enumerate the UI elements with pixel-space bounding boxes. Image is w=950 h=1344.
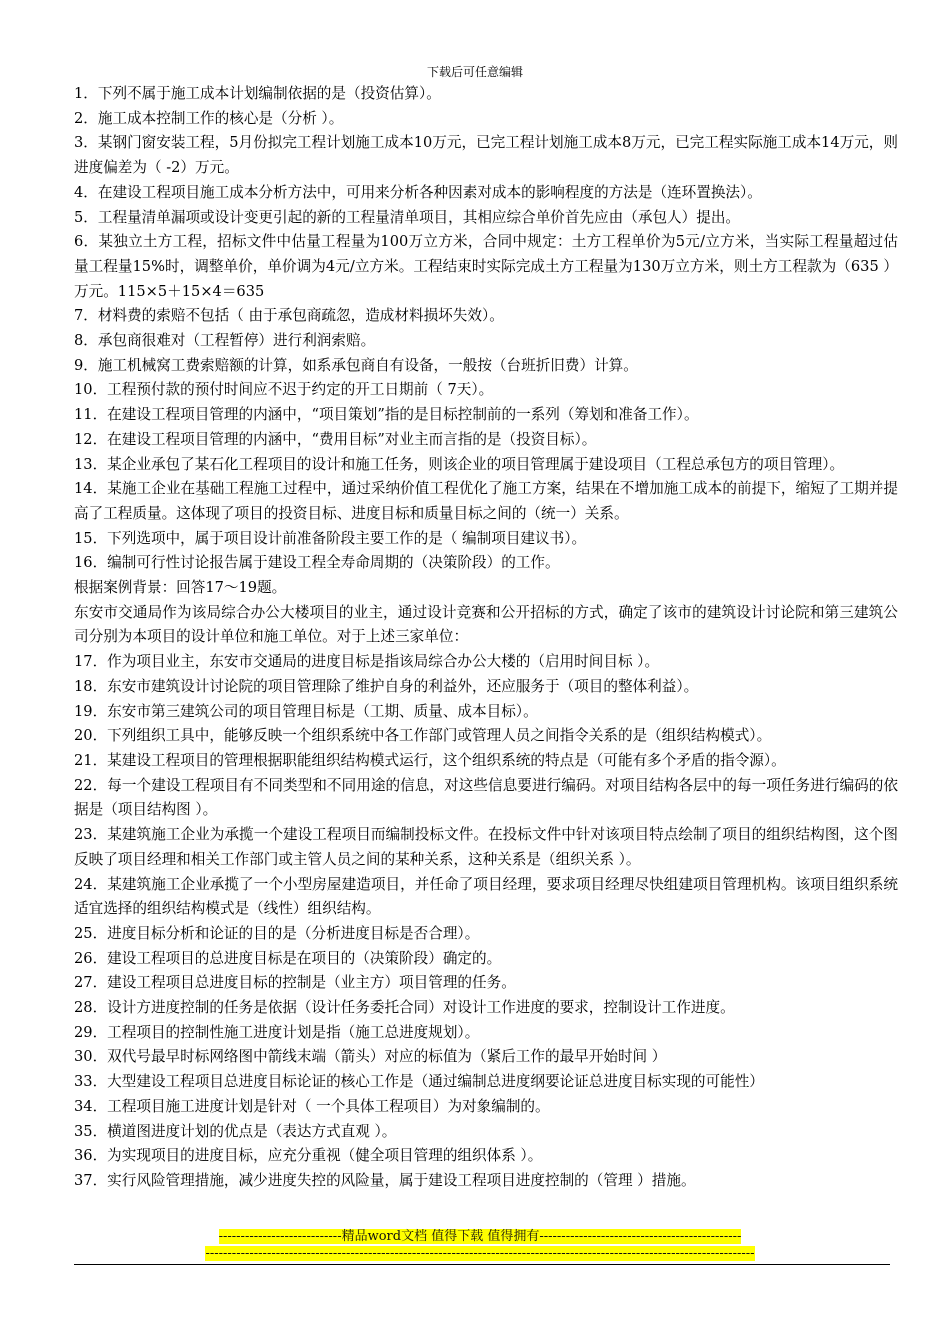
paragraph-14: 14．某施工企业在基础工程施工过程中，通过采纳价值工程优化了施工方案，结果在不增加施工成本的前提下，缩短了工期并提高了工程质量。这体现了项目的投资目标、进度目标和质量目标之间的（统一）关系。 <box>74 480 898 522</box>
paragraph-10: 10．工程预付款的预付时间应不迟于约定的开工日期前（ 7天）。 <box>74 381 494 399</box>
paragraph-16: 16．编制可行性讨论报告属于建设工程全寿命周期的（决策阶段）的工作。 <box>74 554 560 572</box>
paragraph-29: 29．工程项目的控制性施工进度计划是指（施工总进度规划）。 <box>74 1023 480 1041</box>
paragraph-5: 5．工程量清单漏项或设计变更引起的新的工程量清单项目，其相应综合单价首先应由（承包人）提出。 <box>74 208 741 226</box>
document-body <box>74 82 898 1194</box>
paragraph-18: 18．东安市建筑设计讨论院的项目管理除了维护自身的利益外，还应服务于（项目的整体利益）。 <box>74 677 699 695</box>
paragraph-15: 15．下列选项中，属于项目设计前准备阶段主要工作的是（ 编制项目建议书）。 <box>74 529 587 547</box>
case-intro: 根据案例背景：回答17～19题。 <box>74 579 287 597</box>
paragraph-37: 37．实行风险管理措施，减少进度失控的风险量，属于建设工程项目进度控制的（管理 ）措施。 <box>74 1171 696 1189</box>
paragraph-13: 13．某企业承包了某石化工程项目的设计和施工任务，则该企业的项目管理属于建设项目（工程总承包方的项目管理）。 <box>74 455 845 473</box>
case-background: 东安市交通局作为该局综合办公大楼项目的业主，通过设计竞赛和公开招标的方式，确定了该市的建筑设计讨论院和第三建筑公司分别为本项目的设计单位和施工单位。对于上述三家单位： <box>74 603 898 646</box>
paragraph-2: 2．施工成本控制工作的核心是（分析 ）。 <box>74 109 344 127</box>
paragraph-6: 6．某独立土方工程，招标文件中估量工程量为100万立方米，合同中规定：土方工程单价为5元/立方米，当实际工程量超过估量工程量15%时，调整单价，单价调为4元/立方米。工程结束时实际完成土方工程量为130万立方米，则土方工程款为（635 ）万元。115×5＋15×4＝635 <box>74 233 898 300</box>
paragraph-22: 22．每一个建设工程项目有不同类型和不同用途的信息，对这些信息要进行编码。对项目结构各层中的每一项任务进行编码的依据是（项目结构图 ）。 <box>74 776 898 819</box>
paragraph-8: 8．承包商很难对（工程暂停）进行利润索赔。 <box>74 332 376 350</box>
footer-dashes: ----------------------------------------------------------------------------------------------------------------------------- <box>205 1246 755 1261</box>
paragraph-27: 27．建设工程项目总进度目标的控制是（业主方）项目管理的任务。 <box>74 974 516 992</box>
paragraph-33: 33．大型建设工程项目总进度目标论证的核心工作是（通过编制总进度纲要论证总进度目标实现的可能性） <box>74 1073 764 1091</box>
footer-banner: ----------------------------精品word文档 值得下载 值得拥有---------------------------------------------- <box>218 1229 742 1244</box>
page-header: 下载后可任意编辑 <box>426 65 523 79</box>
paragraph-3: 3．某钢门窗安装工程，5月份拟完工程计划施工成本10万元，已完工程计划施工成本8万元，已完工程实际施工成本14万元，则进度偏差为（ -2）万元。 <box>74 134 898 177</box>
paragraph-25: 25．进度目标分析和论证的目的是（分析进度目标是否合理）。 <box>74 924 480 942</box>
paragraph-4: 4．在建设工程项目施工成本分析方法中，可用来分析各种因素对成本的影响程度的方法是（连环置换法）。 <box>74 183 762 201</box>
footer-rule <box>74 1264 890 1265</box>
paragraph-23: 23．某建筑施工企业为承揽一个建设工程项目而编制投标文件。在投标文件中针对该项目特点绘制了项目的组织结构图，这个图反映了项目经理和相关工作部门或主管人员之间的某种关系，这种关系是（组织关系 ）。 <box>74 826 898 868</box>
paragraph-36: 36．为实现项目的进度目标，应充分重视（健全项目管理的组织体系 ）。 <box>74 1147 543 1165</box>
paragraph-35: 35．横道图进度计划的优点是（表达方式直观 ）。 <box>74 1122 397 1140</box>
paragraph-28: 28．设计方进度控制的任务是依据（设计任务委托合同）对设计工作进度的要求，控制设计工作进度。 <box>74 999 735 1017</box>
paragraph-21: 21．某建设工程项目的管理根据职能组织结构模式运行，这个组织系统的特点是（可能有多个矛盾的指令源）。 <box>74 751 786 769</box>
paragraph-17: 17．作为项目业主，东安市交通局的进度目标是指该局综合办公大楼的（启用时间目标 ）。 <box>74 653 660 671</box>
paragraph-7: 7．材料费的索赔不包括（ 由于承包商疏忽，造成材料损坏失效）。 <box>74 307 504 325</box>
paragraph-26: 26．建设工程项目的总进度目标是在项目的（决策阶段）确定的。 <box>74 949 502 967</box>
paragraph-30: 30．双代号最早时标网络图中箭线末端（箭头）对应的标值为（紧后工作的最早开始时间 ） <box>74 1048 667 1066</box>
paragraph-9: 9．施工机械窝工费索赔额的计算，如系承包商自有设备，一般按（台班折旧费）计算。 <box>74 356 638 374</box>
paragraph-11: 11．在建设工程项目管理的内涵中，“项目策划”指的是目标控制前的一系列（筹划和准备工作）。 <box>74 406 699 424</box>
paragraph-1: 1．下列不属于施工成本计划编制依据的是（投资估算）。 <box>74 85 441 102</box>
paragraph-24: 24．某建筑施工企业承揽了一个小型房屋建造项目，并任命了项目经理，要求项目经理尽快组建项目管理机构。该项目组织系统适宜选择的组织结构模式是（线性）组织结构。 <box>74 875 898 918</box>
paragraph-34: 34．工程项目施工进度计划是针对（ 一个具体工程项目）为对象编制的。 <box>74 1097 550 1115</box>
paragraph-12: 12．在建设工程项目管理的内涵中，“费用目标”对业主而言指的是（投资目标）。 <box>74 430 597 448</box>
page-footer <box>182 1228 778 1262</box>
paragraph-20: 20．下列组织工具中，能够反映一个组织系统中各工作部门或管理人员之间指令关系的是（组织结构模式）。 <box>74 727 772 745</box>
paragraph-19: 19．东安市第三建筑公司的项目管理目标是（工期、质量、成本目标）。 <box>74 702 538 720</box>
